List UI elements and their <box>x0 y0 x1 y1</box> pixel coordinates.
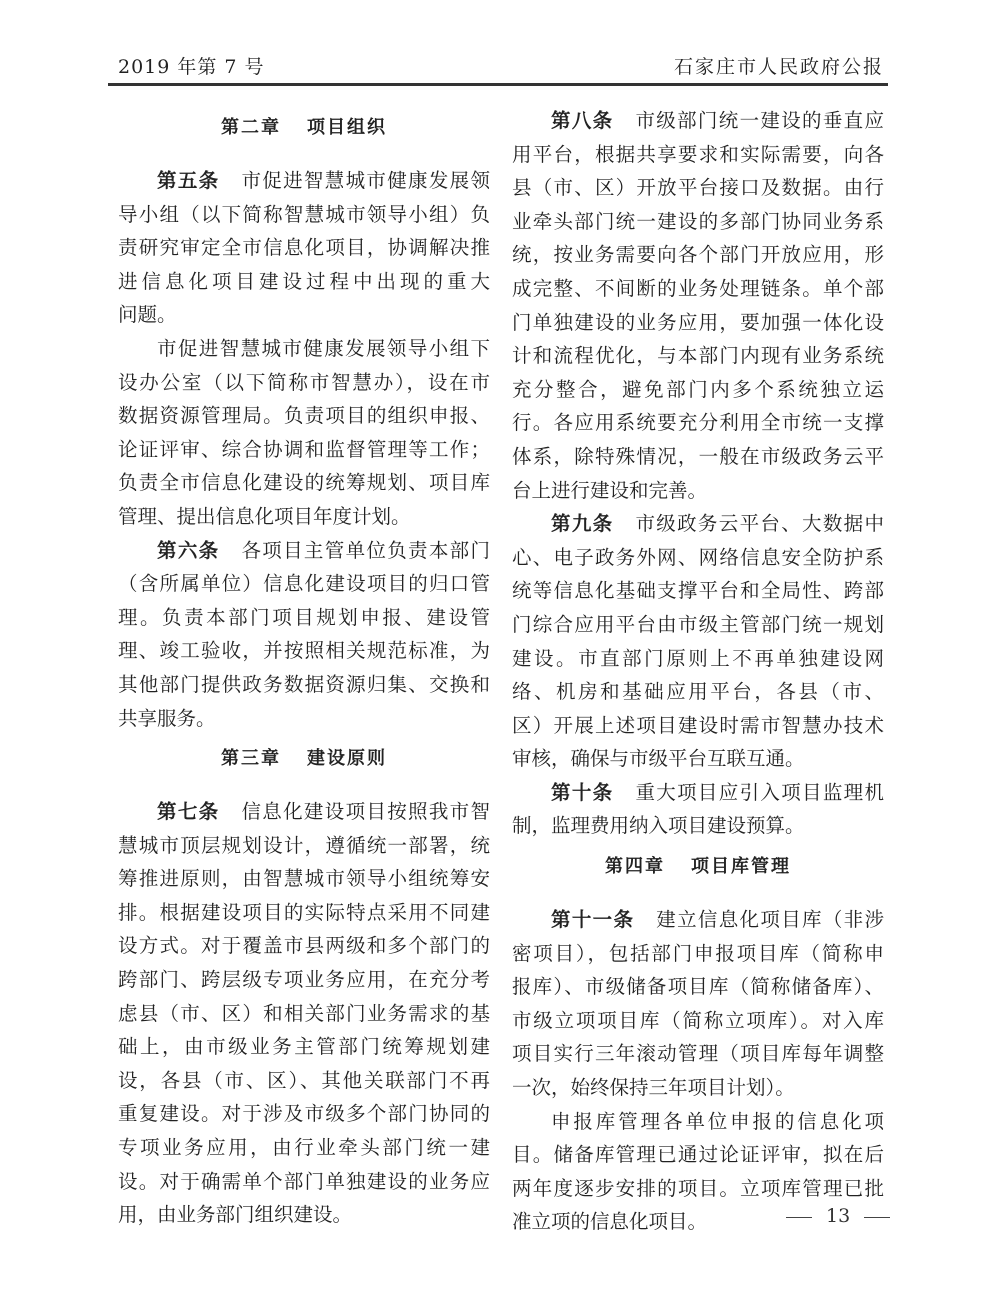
text-line <box>118 534 490 568</box>
article-paragraph <box>118 534 490 736</box>
text-line <box>118 567 490 601</box>
spacer <box>512 891 884 903</box>
text-line <box>512 339 884 373</box>
spacer <box>118 152 490 164</box>
line-text: 台上进行建设和完善。 <box>512 478 708 502</box>
text-line <box>512 642 884 676</box>
text-line <box>512 541 884 575</box>
text-line <box>512 171 884 205</box>
text-line <box>512 675 884 709</box>
line-text: 建立信息化项目库（非涉 <box>656 908 884 932</box>
text-line <box>512 1004 884 1038</box>
line-text: 区）开展上述项目建设时需市智慧办技术 <box>512 713 884 737</box>
line-text: 专项业务应用，由行业牵头部门统一建 <box>118 1136 490 1160</box>
running-header <box>118 50 884 80</box>
line-text: 共享服务。 <box>118 706 216 730</box>
article-label: 第十条 <box>551 780 614 804</box>
line-text: 络、机房和基础应用平台，各县（市、 <box>512 680 884 704</box>
line-text: 数据资源管理局。负责项目的组织申报、 <box>118 404 490 428</box>
line-text: 负责全市信息化建设的统筹规划、项目库 <box>118 471 490 495</box>
article-label: 第九条 <box>551 512 614 536</box>
line-text: 报库）、市级储备项目库（简称储备库）、 <box>512 975 884 999</box>
line-text: 筹推进原则，由智慧城市领导小组统筹安 <box>118 867 490 891</box>
text-line <box>118 1198 490 1232</box>
line-text: 设办公室（以下简称市智慧办），设在市 <box>118 370 490 394</box>
line-text: 导小组（以下简称智慧城市领导小组）负 <box>118 202 490 226</box>
line-text: 市促进智慧城市健康发展领导小组下 <box>157 336 490 360</box>
text-line <box>118 164 490 198</box>
article-label: 第七条 <box>157 800 220 824</box>
line-text: 虑县（市、区）和相关部门业务需求的基 <box>118 1001 490 1025</box>
article-label: 第八条 <box>551 109 614 132</box>
line-text: 申报库管理各单位申报的信息化项 <box>551 1109 884 1133</box>
article-paragraph <box>512 507 884 776</box>
text-line <box>118 231 490 265</box>
text-line <box>118 1131 490 1165</box>
article-paragraph <box>512 776 884 843</box>
line-text: 充分整合，避免部门内多个系统独立运 <box>512 377 884 401</box>
article-paragraph <box>118 164 490 332</box>
text-line <box>118 500 490 534</box>
line-text: 统等信息化基础支撑平台和全局性、跨部 <box>512 579 884 603</box>
left-column <box>118 104 490 1232</box>
line-text: 制，监理费用纳入项目建设预算。 <box>512 814 805 838</box>
text-line <box>118 298 490 332</box>
chapter-number: 第二章 <box>221 117 281 138</box>
text-line <box>512 373 884 407</box>
line-text: 设。对于确需单个部门单独建设的业务应 <box>118 1169 490 1193</box>
line-text: 础上，由市级业务主管部门统筹规划建 <box>118 1035 490 1059</box>
line-text: 理、竣工验收，并按照相关规范标准，为 <box>118 639 490 663</box>
text-line <box>118 929 490 963</box>
text-line <box>118 829 490 863</box>
text-line <box>118 1064 490 1098</box>
text-line <box>512 1037 884 1071</box>
article-label: 第十一条 <box>551 908 635 932</box>
text-line <box>512 474 884 508</box>
line-text: 论证评审、综合协调和监督管理等工作； <box>118 437 490 461</box>
text-line <box>512 238 884 272</box>
line-text: 理。负责本部门项目规划申报、建设管 <box>118 605 490 629</box>
article-paragraph <box>512 903 884 1105</box>
text-line <box>512 138 884 172</box>
line-text: 门单独建设的业务应用，要加强一体化设 <box>512 310 884 334</box>
line-text: 市级政务云平台、大数据中 <box>635 512 884 536</box>
text-line <box>512 709 884 743</box>
publication-title: 石家庄市人民政府公报 <box>673 56 884 78</box>
line-text: 县（市、区）开放平台接口及数据。由行 <box>512 176 884 200</box>
text-line <box>512 306 884 340</box>
line-text: 门综合应用平台由市级主管部门统一规划 <box>512 612 884 636</box>
text-line <box>512 608 884 642</box>
dash-right <box>864 1217 890 1218</box>
line-text: 重大项目应引入项目监理机 <box>635 780 884 804</box>
line-text: 进信息化项目建设过程中出现的重大 <box>118 269 490 293</box>
article-paragraph <box>118 795 490 1232</box>
text-line <box>512 104 884 138</box>
text-line <box>512 1138 884 1172</box>
text-line <box>512 406 884 440</box>
chapter-heading <box>512 843 884 891</box>
text-line <box>118 433 490 467</box>
chapter-heading <box>118 735 490 783</box>
text-line <box>118 366 490 400</box>
article-label: 第五条 <box>157 169 220 192</box>
line-text: 成完整、不间断的业务处理链条。单个部 <box>512 276 884 300</box>
line-text: 项目实行三年滚动管理（项目库每年调整 <box>512 1042 884 1066</box>
header-rule <box>108 83 888 86</box>
line-text: （含所属单位）信息化建设项目的归口管 <box>118 572 490 596</box>
text-line <box>118 1030 490 1064</box>
line-text: 各项目主管单位负责本部门 <box>241 538 490 562</box>
text-line <box>512 970 884 1004</box>
line-text: 慧城市顶层规划设计，遵循统一部署，统 <box>118 833 490 857</box>
line-text: 体系，除特殊情况，一般在市级政务云平 <box>512 444 884 468</box>
line-text: 跨部门、跨层级专项业务应用，在充分考 <box>118 968 490 992</box>
text-line <box>118 332 490 366</box>
text-line <box>118 963 490 997</box>
text-line <box>512 1105 884 1139</box>
text-line <box>118 795 490 829</box>
text-line <box>512 809 884 843</box>
text-line <box>118 198 490 232</box>
line-text: 密项目），包括部门申报项目库（简称申 <box>512 941 884 965</box>
line-text: 排。根据建设项目的实际特点采用不同建 <box>118 900 490 924</box>
chapter-number: 第三章 <box>221 748 281 770</box>
chapter-number: 第四章 <box>605 856 665 878</box>
chapter-title: 项目组织 <box>307 117 387 138</box>
text-line <box>118 668 490 702</box>
text-line <box>118 997 490 1031</box>
line-text: 市级立项项目库（简称立项库）。对入库 <box>512 1008 884 1032</box>
issue-label: 2019 年第 7 号 <box>118 56 265 78</box>
text-line <box>512 272 884 306</box>
text-line <box>512 205 884 239</box>
text-line <box>512 937 884 971</box>
line-text: 计和流程优化，与本部门内现有业务系统 <box>512 344 884 368</box>
text-line <box>118 265 490 299</box>
text-line <box>512 574 884 608</box>
line-text: 其他部门提供政务数据资源归集、交换和 <box>118 672 490 696</box>
line-text: 目。储备库管理已通过论证评审，拟在后 <box>512 1143 884 1167</box>
line-text: 市级部门统一建设的垂直应 <box>635 109 884 132</box>
text-line <box>118 1097 490 1131</box>
text-line <box>118 702 490 736</box>
line-text: 问题。 <box>118 303 177 327</box>
line-text: 设方式。对于覆盖市县两级和多个部门的 <box>118 934 490 958</box>
text-line <box>512 440 884 474</box>
text-line <box>118 862 490 896</box>
text-line <box>118 1165 490 1199</box>
line-text: 业牵头部门统一建设的多部门协同业务系 <box>512 209 884 233</box>
line-text: 重复建设。对于涉及市级多个部门协同的 <box>118 1102 490 1126</box>
line-text: 两年度逐步安排的项目。立项库管理已批 <box>512 1176 884 1200</box>
line-text: 心、电子政务外网、网络信息安全防护系 <box>512 545 884 569</box>
text-line <box>118 634 490 668</box>
text-line <box>118 601 490 635</box>
text-line <box>512 742 884 776</box>
line-text: 审核，确保与市级平台互联互通。 <box>512 747 805 771</box>
text-line <box>512 507 884 541</box>
line-text: 用平台，根据共享要求和实际需要，向各 <box>512 142 884 166</box>
text-line <box>512 1071 884 1105</box>
article-label: 第六条 <box>157 538 220 562</box>
chapter-title: 建设原则 <box>307 748 387 770</box>
text-line <box>512 776 884 810</box>
text-line <box>118 399 490 433</box>
right-column <box>512 104 884 1239</box>
line-text: 信息化建设项目按照我市智 <box>241 800 490 824</box>
dash-left <box>786 1217 812 1218</box>
text-line <box>118 466 490 500</box>
line-text: 统，按业务需要向各个部门开放应用，形 <box>512 243 884 267</box>
text-line <box>512 903 884 937</box>
article-paragraph <box>512 104 884 507</box>
line-text: 行。各应用系统要充分利用全市统一支撑 <box>512 411 884 435</box>
line-text: 设，各县（市、区）、其他关联部门不再 <box>118 1068 490 1092</box>
text-line <box>118 896 490 930</box>
line-text: 管理、提出信息化项目年度计划。 <box>118 504 411 528</box>
article-paragraph <box>118 332 490 534</box>
chapter-title: 项目库管理 <box>691 856 791 878</box>
chapter-heading <box>118 104 490 152</box>
line-text: 一次，始终保持三年项目计划）。 <box>512 1076 795 1100</box>
line-text: 准立项的信息化项目。 <box>512 1210 708 1234</box>
spacer <box>118 783 490 795</box>
line-text: 责研究审定全市信息化项目，协调解决推 <box>118 236 490 260</box>
line-text: 市促进智慧城市健康发展领 <box>241 169 490 192</box>
line-text: 用，由业务部门组织建设。 <box>118 1203 353 1227</box>
text-line <box>512 1172 884 1206</box>
page-number-text: 13 <box>826 1205 851 1227</box>
page-number <box>772 1205 904 1227</box>
line-text: 建设。市直部门原则上不再单独建设网 <box>512 646 884 670</box>
